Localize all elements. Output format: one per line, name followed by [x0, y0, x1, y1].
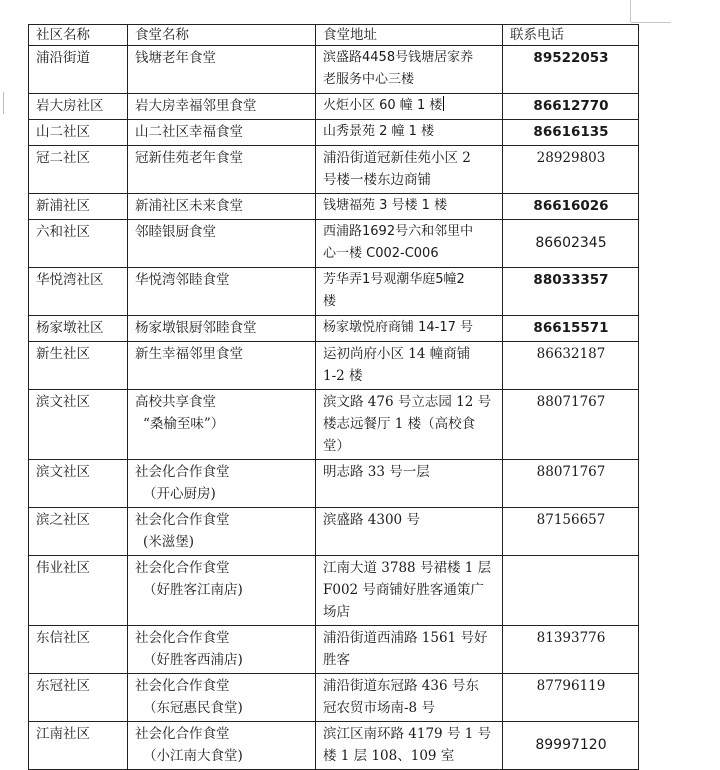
table-row	[29, 674, 639, 722]
phone-cell: 86616135	[503, 120, 639, 146]
page-margin-mark	[631, 22, 671, 23]
address-line: 杨家墩悦府商铺 14-17 号	[323, 320, 474, 335]
table-row	[29, 94, 639, 120]
address-line: 滨文路 476 号立志园 12 号	[323, 394, 492, 410]
address-line: 芳华弄1号观潮华庭5幢2	[323, 272, 465, 287]
canteen-name-line: （好胜客江南店)	[143, 582, 243, 598]
community-cell: 六和社区	[29, 220, 128, 268]
address-line: 楼志远餐厅 1 楼（高校食	[323, 416, 476, 432]
phone-cell: 81393776	[503, 626, 639, 674]
address-line: 楼 1 层 108、109 室	[323, 748, 455, 764]
canteen-name-line: “桑榆至味”）	[143, 416, 225, 432]
address-cell	[316, 390, 503, 460]
address-line: 老服务中心三楼	[323, 72, 415, 87]
address-line: F002 号商铺好胜客通策广	[323, 582, 484, 598]
phone-cell: 86632187	[503, 342, 639, 390]
canteen-name-line: 岩大房幸福邻里食堂	[135, 98, 257, 114]
address-line: 滨盛路4458号钱塘居家养	[323, 50, 474, 65]
phone-cell: 86602345	[503, 220, 639, 268]
canteen-name-line: 社会化合作食堂	[135, 464, 230, 480]
phone-cell: 28929803	[503, 146, 639, 194]
community-cell: 滨之社区	[29, 508, 128, 556]
table-row	[29, 46, 639, 94]
canteen-name-line: （开心厨房)	[143, 486, 216, 502]
address-cell	[316, 146, 503, 194]
address-line: 运初尚府小区 14 幢商铺	[323, 346, 471, 362]
address-line: 山秀景苑 2 幢 1 楼	[323, 124, 435, 139]
phone-cell: 87156657	[503, 508, 639, 556]
address-line: 江南大道 3788 号裙楼 1 层	[323, 560, 492, 576]
address-line: 号楼一楼东边商铺	[323, 172, 431, 188]
address-line: 1-2 楼	[323, 368, 363, 384]
community-cell: 山二社区	[29, 120, 128, 146]
phone-cell: 86612770	[503, 94, 639, 120]
community-cell: 华悦湾社区	[29, 268, 128, 316]
canteen-name-line: 社会化合作食堂	[135, 560, 230, 576]
phone-cell: 86615571	[503, 316, 639, 342]
canteen-name-line: 社会化合作食堂	[135, 678, 230, 694]
address-line: 西浦路1692号六和邻里中	[323, 224, 474, 239]
canteen-cell	[128, 316, 316, 342]
header-community: 社区名称	[29, 25, 128, 46]
address-cell	[316, 268, 503, 316]
community-cell: 浦沿街道	[29, 46, 128, 94]
canteen-name-line: 冠新佳苑老年食堂	[135, 150, 243, 166]
canteen-cell	[128, 460, 316, 508]
canteen-cell	[128, 194, 316, 220]
address-line: 胜客	[323, 652, 350, 668]
phone-cell: 87796119	[503, 674, 639, 722]
page-margin-mark	[0, 92, 4, 114]
address-cell	[316, 120, 503, 146]
address-cell	[316, 46, 503, 94]
canteen-name-line: 社会化合作食堂	[135, 726, 230, 742]
phone-cell: 88033357	[503, 268, 639, 316]
address-line: 浦沿街道西浦路 1561 号好	[323, 630, 488, 646]
community-cell: 江南社区	[29, 722, 128, 770]
canteen-name-line: 邻睦银厨食堂	[135, 224, 216, 240]
table-row	[29, 120, 639, 146]
canteen-name-line: （东冠惠民食堂)	[143, 700, 243, 716]
canteen-name-line: 高校共享食堂	[135, 394, 216, 410]
canteen-name-line: 新浦社区未来食堂	[135, 198, 243, 214]
canteen-table	[28, 24, 639, 770]
canteen-cell	[128, 722, 316, 770]
canteen-cell	[128, 674, 316, 722]
address-line: 冠农贸市场南-8 号	[323, 700, 435, 716]
page-margin-mark	[630, 0, 631, 22]
phone-cell	[503, 556, 639, 626]
canteen-cell	[128, 146, 316, 194]
header-canteen: 食堂名称	[128, 25, 316, 46]
community-cell: 伟业社区	[29, 556, 128, 626]
address-cell	[316, 220, 503, 268]
table-row	[29, 220, 639, 268]
address-cell	[316, 342, 503, 390]
community-cell: 新浦社区	[29, 194, 128, 220]
address-line: 场店	[323, 604, 350, 620]
canteen-cell	[128, 120, 316, 146]
table-row	[29, 146, 639, 194]
table-row	[29, 556, 639, 626]
community-cell: 滨文社区	[29, 390, 128, 460]
community-cell: 新生社区	[29, 342, 128, 390]
canteen-name-line: （小江南大食堂)	[143, 748, 243, 764]
canteen-cell	[128, 94, 316, 120]
address-cell	[316, 722, 503, 770]
address-line: 浦沿街道东冠路 436 号东	[323, 678, 479, 694]
table-row	[29, 316, 639, 342]
text-cursor	[443, 96, 444, 111]
table-row	[29, 268, 639, 316]
header-address: 食堂地址	[316, 25, 503, 46]
canteen-cell	[128, 220, 316, 268]
table-row	[29, 626, 639, 674]
community-cell: 岩大房社区	[29, 94, 128, 120]
address-cell	[316, 194, 503, 220]
canteen-cell	[128, 508, 316, 556]
canteen-name-line: 华悦湾邻睦食堂	[135, 272, 230, 288]
canteen-cell	[128, 46, 316, 94]
community-cell: 东冠社区	[29, 674, 128, 722]
address-cell	[316, 316, 503, 342]
canteen-name-line: 社会化合作食堂	[135, 630, 230, 646]
address-cell	[316, 556, 503, 626]
address-line: 钱塘福苑 3 号楼 1 楼	[323, 198, 448, 213]
canteen-name-line: 山二社区幸福食堂	[135, 124, 243, 140]
address-cell	[316, 94, 503, 120]
address-line: 火炬小区 60 幢 1 楼	[323, 98, 443, 113]
phone-cell: 89522053	[503, 46, 639, 94]
address-cell	[316, 626, 503, 674]
address-cell	[316, 508, 503, 556]
address-line: 滨江区南环路 4179 号 1 号	[323, 726, 492, 742]
phone-cell: 88071767	[503, 390, 639, 460]
table-row	[29, 194, 639, 220]
community-cell: 滨文社区	[29, 460, 128, 508]
canteen-name-line: 社会化合作食堂	[135, 512, 230, 528]
canteen-name-line: 钱塘老年食堂	[135, 50, 216, 66]
community-cell: 杨家墩社区	[29, 316, 128, 342]
phone-cell: 89997120	[503, 722, 639, 770]
address-cell	[316, 674, 503, 722]
table-row	[29, 342, 639, 390]
address-cell	[316, 460, 503, 508]
canteen-cell	[128, 390, 316, 460]
table-row	[29, 460, 639, 508]
table-row	[29, 390, 639, 460]
canteen-name-line: (米滋堡)	[143, 534, 195, 550]
address-line: 明志路 33 号一层	[323, 464, 430, 480]
table-row	[29, 722, 639, 770]
community-cell: 冠二社区	[29, 146, 128, 194]
table-header-row	[29, 25, 639, 46]
address-line: 滨盛路 4300 号	[323, 512, 420, 528]
header-phone: 联系电话	[503, 25, 639, 46]
address-line: 楼	[323, 294, 337, 309]
address-line: 浦沿街道冠新佳苑小区 2	[323, 150, 471, 166]
canteen-cell	[128, 342, 316, 390]
canteen-cell	[128, 268, 316, 316]
community-cell: 东信社区	[29, 626, 128, 674]
address-line: 心一楼 C002-C006	[323, 246, 439, 261]
canteen-cell	[128, 556, 316, 626]
canteen-cell	[128, 626, 316, 674]
canteen-name-line: 杨家墩银厨邻睦食堂	[135, 320, 257, 336]
address-line: 堂）	[323, 438, 350, 454]
phone-cell: 88071767	[503, 460, 639, 508]
phone-cell: 86616026	[503, 194, 639, 220]
canteen-name-line: （好胜客西浦店)	[143, 652, 243, 668]
table-row	[29, 508, 639, 556]
canteen-name-line: 新生幸福邻里食堂	[135, 346, 243, 362]
